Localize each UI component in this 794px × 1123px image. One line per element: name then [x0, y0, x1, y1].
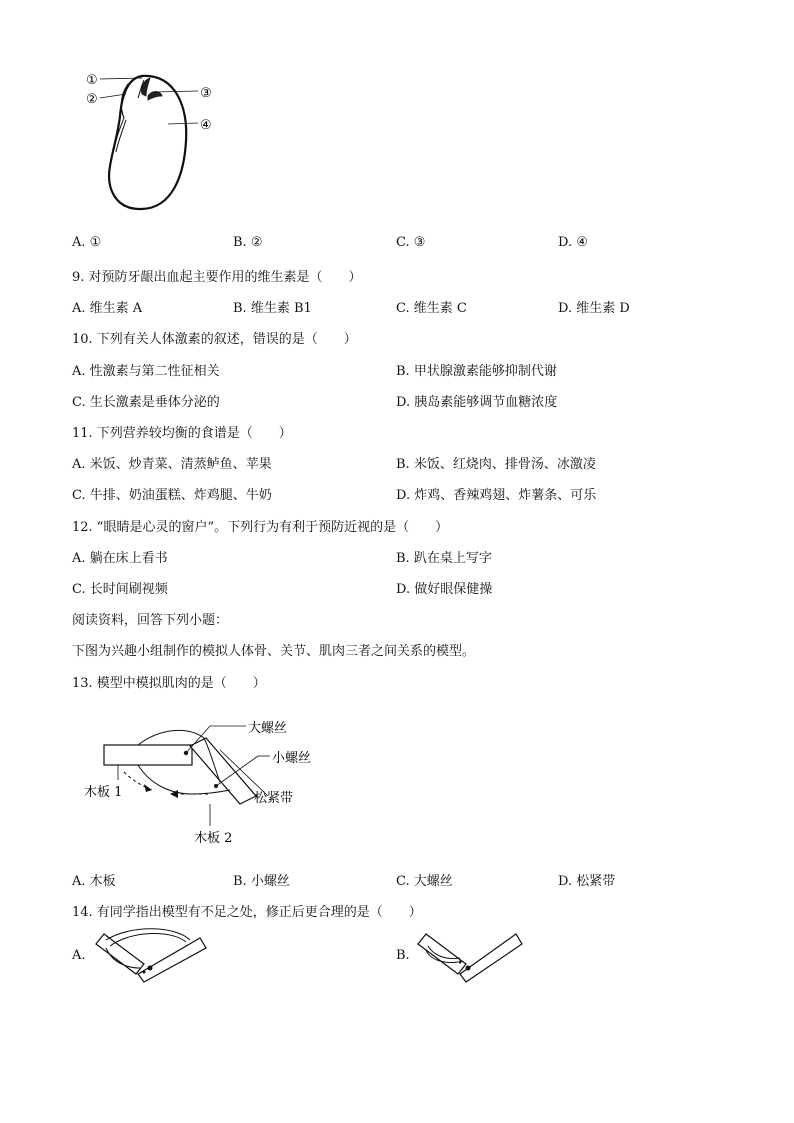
q8-option-c: C. ③	[396, 235, 426, 250]
joint-model-diagram	[80, 710, 340, 855]
label-board-2: 木板 2	[194, 831, 233, 846]
q14-option-a-label: A.	[72, 948, 86, 963]
q12-option-a: A. 躺在床上看书	[72, 551, 168, 566]
label-board-1: 木板 1	[84, 785, 123, 800]
q9-stem: 9. 对预防牙龈出血起主要作用的维生素是（ ）	[72, 270, 362, 285]
q8-option-d: D. ④	[558, 235, 588, 250]
q8-option-b: B. ②	[233, 235, 263, 250]
q13-option-a: A. 木板	[72, 874, 116, 889]
q14-stem: 14. 有同学指出模型有不足之处，修正后更合理的是（ ）	[72, 905, 422, 920]
q9-option-c: C. 维生素 C	[396, 301, 467, 316]
seed-diagram	[80, 66, 230, 216]
elastic-band-top	[138, 730, 204, 745]
q11-option-a: A. 米饭、炒青菜、清蒸鲈鱼、苹果	[72, 457, 272, 472]
q9-option-b: B. 维生素 B1	[233, 301, 312, 316]
q9-option-d: D. 维生素 D	[558, 301, 630, 316]
q11-option-d: D. 炸鸡、香辣鸡翅、炸薯条、可乐	[396, 488, 597, 503]
board-1	[104, 745, 192, 765]
seed-label-4: ④	[200, 118, 212, 133]
q8-option-a: A. ①	[72, 235, 102, 250]
q10-option-b: B. 甲状腺激素能够抑制代谢	[396, 364, 557, 379]
q12-option-b: B. 趴在桌上写字	[396, 551, 492, 566]
reading-intro: 阅读资料，回答下列小题：	[72, 613, 229, 628]
q10-stem: 10. 下列有关人体激素的叙述，错误的是（ ）	[72, 332, 357, 347]
reading-text: 下图为兴趣小组制作的模拟人体骨、关节、肌肉三者之间关系的模型。	[72, 644, 476, 659]
q12-option-c: C. 长时间刷视频	[72, 582, 168, 597]
q10-option-c: C. 生长激素是垂体分泌的	[72, 395, 220, 410]
q12-stem: 12. “眼睛是心灵的窗户”。下列行为有利于预防近视的是（ ）	[72, 520, 449, 535]
q13-option-b: B. 小螺丝	[233, 874, 290, 889]
q10-option-a: A. 性激素与第二性征相关	[72, 364, 220, 379]
seed-label-1: ①	[86, 73, 98, 88]
q14-option-a-diagram	[92, 928, 212, 983]
q14-option-b-label: B.	[396, 948, 410, 963]
q11-option-c: C. 牛排、奶油蛋糕、炸鸡腿、牛奶	[72, 488, 272, 503]
q13-option-d: D. 松紧带	[558, 874, 616, 889]
q12-option-d: D. 做好眼保健操	[396, 582, 493, 597]
q9-option-a: A. 维生素 A	[72, 301, 143, 316]
q13-option-c: C. 大螺丝	[396, 874, 453, 889]
q14-option-b-diagram	[414, 928, 534, 983]
seed-label-2: ②	[86, 92, 98, 107]
label-elastic: 松紧带	[254, 791, 294, 806]
seed-label-3: ③	[200, 86, 212, 101]
q10-option-d: D. 胰岛素能够调节血糖浓度	[396, 395, 558, 410]
q11-stem: 11. 下列营养较均衡的食谱是（ ）	[72, 426, 292, 441]
q13-stem: 13. 模型中模拟肌肉的是（ ）	[72, 676, 266, 691]
label-small-screw: 小螺丝	[272, 751, 312, 766]
label-big-screw: 大螺丝	[248, 721, 288, 736]
q11-option-b: B. 米饭、红烧肉、排骨汤、冰激凌	[396, 457, 596, 472]
